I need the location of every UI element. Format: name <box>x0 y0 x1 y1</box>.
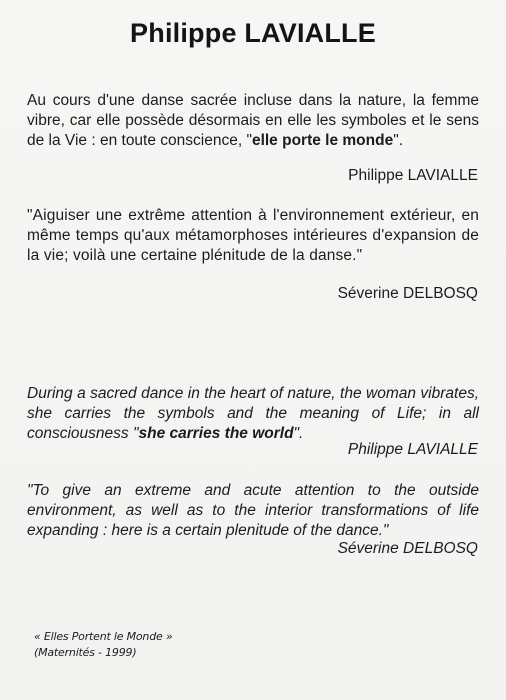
french-quote-lavialle <box>27 91 479 151</box>
french-quote-lavialle-emphasis: elle porte le monde <box>251 132 394 149</box>
english-author-lavialle: Philippe LAVIALLE <box>347 441 478 458</box>
artwork-caption-title: « Elles Portent le Monde » <box>34 630 173 643</box>
english-quote-lavialle <box>27 384 479 444</box>
artwork-caption-series: (Maternités - 1999) <box>34 646 137 659</box>
page-title: Philippe LAVIALLE <box>130 18 376 48</box>
english-quote-lavialle-end: ". <box>293 425 304 442</box>
english-quote-lavialle-text: During a sacred dance in the heart of nature, the woman vibrates, she carries the symbols and the meaning of Life; in all consciousness " <box>27 385 479 442</box>
french-quote-lavialle-end: ". <box>393 132 404 149</box>
english-quote-delbosq: "To give an extreme and acute attention to the outside environment, as well as to the interior transformations of life expanding : here is a certain plenitude of the dance." <box>27 482 479 539</box>
english-quote-lavialle-emphasis: she carries the world <box>138 425 294 442</box>
french-quote-delbosq: "Aiguiser une extrême attention à l'environnement extérieur, en même temps qu'aux métamorphoses intérieures d'expansion de la vie; voilà une certaine plénitude de la danse." <box>27 207 479 264</box>
english-author-delbosq: Séverine DELBOSQ <box>337 540 478 557</box>
french-author-delbosq: Séverine DELBOSQ <box>337 285 478 302</box>
french-author-lavialle: Philippe LAVIALLE <box>348 167 478 184</box>
french-quote-lavialle-text: Au cours d'une danse sacrée incluse dans la nature, la femme vibre, car elle possède désormais en elle les symboles et le sens de la Vie : en toute conscience, " <box>27 92 479 149</box>
